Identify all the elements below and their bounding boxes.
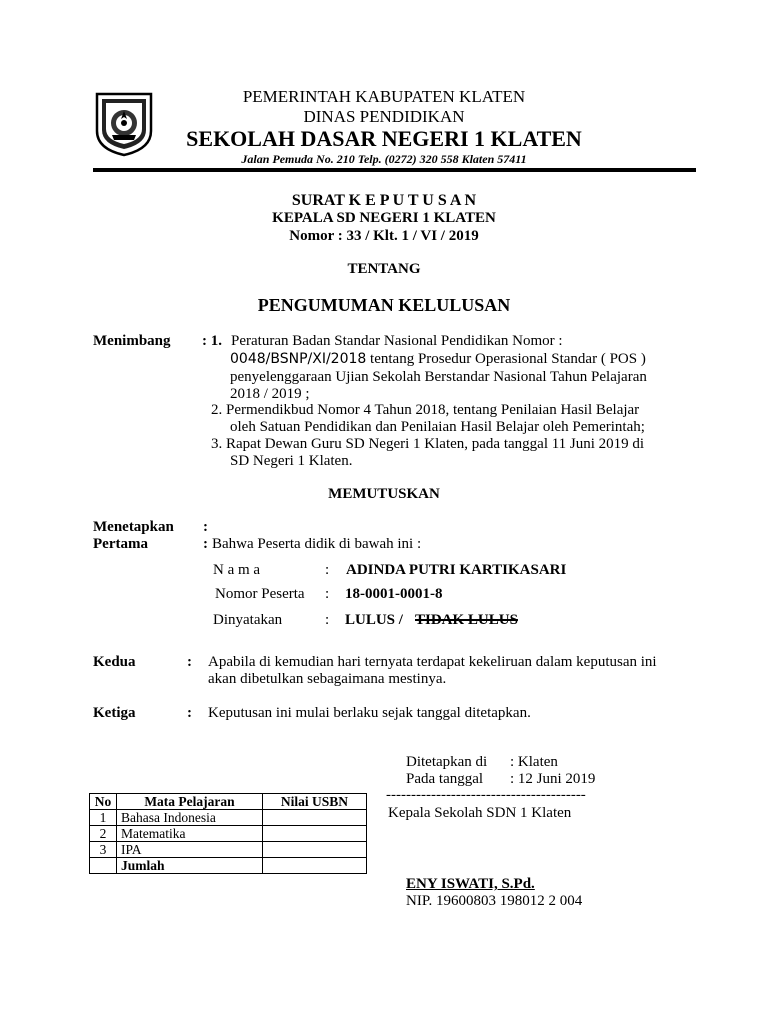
kedua-label: Kedua	[93, 654, 136, 670]
header-score: Nilai USBN	[263, 794, 367, 810]
student-name-colon: :	[325, 562, 330, 578]
total-row	[90, 858, 367, 874]
student-number-value: 18-0001-0001-8	[345, 586, 443, 602]
menimbang-item2-line1: 2. Permendikbud Nomor 4 Tahun 2018, tentang Penilaian Hasil Belajar	[211, 402, 640, 418]
grades-header-row	[90, 794, 367, 810]
decree-subject: PENGUMUMAN KELULUSAN	[257, 295, 511, 315]
kedua-line1: Apabila di kemudian hari ternyata terdapat kekeliruan dalam keputusan ini	[208, 654, 657, 670]
kedua-colon: :	[187, 654, 192, 670]
menimbang-item2-line2: oleh Satuan Pendidikan dan Penilaian Hasil Belajar oleh Pemerintah;	[230, 419, 645, 435]
decree-title: SURAT K E P U T U S A N	[291, 192, 477, 209]
table-row	[90, 826, 367, 842]
decree-tentang: TENTANG	[347, 261, 421, 277]
menimbang-label: Menimbang	[93, 333, 171, 349]
tanggal-value: : 12 Juni 2019	[510, 771, 596, 787]
grades-table	[89, 793, 367, 874]
menimbang-item3-line2: SD Negeri 1 Klaten.	[230, 453, 353, 469]
decree-number: Nomor : 33 / Klt. 1 / VI / 2019	[289, 228, 479, 244]
student-number-label: Nomor Peserta	[215, 586, 305, 602]
menimbang-item1-line4: 2018 / 2019 ;	[230, 386, 310, 402]
row-subject: Bahasa Indonesia	[117, 810, 263, 826]
header-subject: Mata Pelajaran	[117, 794, 263, 810]
regulation-code: 0048/BSNP/XI/2018	[230, 351, 367, 367]
ketiga-colon: :	[187, 705, 192, 721]
ketiga-label: Ketiga	[93, 705, 136, 721]
row-no: 1	[90, 810, 117, 826]
menetapkan-colon: :	[203, 519, 208, 535]
decree-issuer: KEPALA SD NEGERI 1 KLATEN	[272, 210, 496, 226]
row-subject: IPA	[117, 842, 263, 858]
signer-position: Kepala Sekolah SDN 1 Klaten	[388, 805, 572, 821]
row-no: 3	[90, 842, 117, 858]
table-row	[90, 842, 367, 858]
ketiga-text: Keputusan ini mulai berlaku sejak tanggal ditetapkan.	[208, 705, 531, 721]
pertama-text: Bahwa Peserta didik di bawah ini :	[212, 536, 422, 552]
letterhead-school-name: SEKOLAH DASAR NEGERI 1 KLATEN	[186, 126, 582, 151]
student-status-colon: :	[325, 612, 330, 628]
student-number-colon: :	[325, 586, 330, 602]
row-score	[263, 810, 367, 826]
header-no: No	[90, 794, 117, 810]
row-no: 2	[90, 826, 117, 842]
menimbang-item1-line3: penyelenggaraan Ujian Sekolah Berstandar Nasional Tahun Pelajaran	[230, 369, 647, 385]
signer-name: ENY ISWATI, S.Pd.	[406, 876, 535, 892]
status-lulus: LULUS /	[345, 612, 403, 628]
status-tidak-lulus: TIDAK LULUS	[415, 612, 518, 628]
tanggal-label: Pada tanggal	[406, 771, 484, 787]
pertama-colon: :	[203, 536, 208, 552]
table-row	[90, 810, 367, 826]
student-name-label: N a m a	[213, 562, 261, 578]
total-no	[90, 858, 117, 874]
row-score	[263, 842, 367, 858]
menimbang-item1-line1: Peraturan Badan Standar Nasional Pendidikan Nomor :	[231, 333, 563, 349]
row-score	[263, 826, 367, 842]
ditetapkan-label: Ditetapkan di	[406, 754, 488, 770]
letterhead-divider	[93, 168, 696, 172]
kedua-line2: akan dibetulkan sebagaimana mestinya.	[208, 671, 447, 687]
total-label: Jumlah	[117, 858, 263, 874]
row-subject: Matematika	[117, 826, 263, 842]
regulation-desc: tentang Prosedur Operasional Standar ( POS )	[366, 351, 646, 367]
student-name-value: ADINDA PUTRI KARTIKASARI	[346, 562, 567, 578]
memutuskan-heading: MEMUTUSKAN	[328, 486, 440, 502]
menimbang-item1-line2	[230, 350, 646, 368]
pertama-label: Pertama	[93, 536, 148, 552]
total-score	[263, 858, 367, 874]
letterhead-government: PEMERINTAH KABUPATEN KLATEN	[242, 87, 526, 106]
letterhead-address: Jalan Pemuda No. 210 Telp. (0272) 320 558 Klaten 57411	[241, 152, 527, 166]
student-status-label: Dinyatakan	[213, 612, 283, 628]
ditetapkan-value: : Klaten	[510, 754, 558, 770]
signature-dashes: ----------------------------------------	[386, 787, 586, 803]
signer-nip: NIP. 19600803 198012 2 004	[406, 893, 583, 909]
menetapkan-label: Menetapkan	[93, 519, 174, 535]
menimbang-item3-line1: 3. Rapat Dewan Guru SD Negeri 1 Klaten, pada tanggal 11 Juni 2019 di	[211, 436, 645, 452]
menimbang-item-number: : 1.	[202, 333, 222, 349]
letterhead-department: DINAS PENDIDIKAN	[303, 107, 465, 126]
